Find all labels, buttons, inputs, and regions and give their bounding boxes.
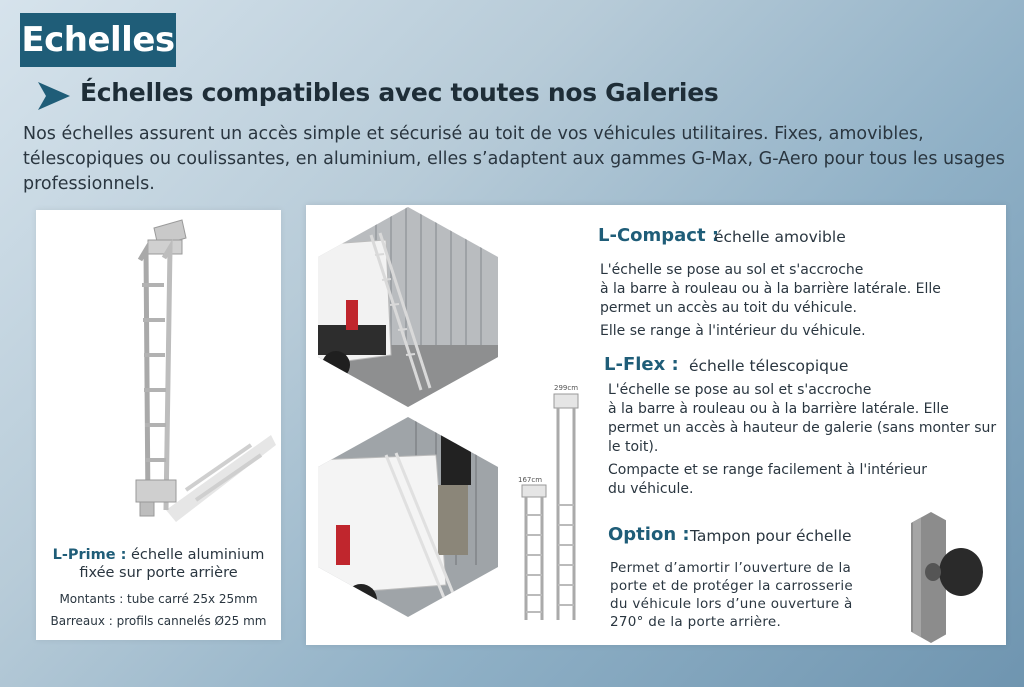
intro-line: télescopiques ou coulissantes, en aluminium, elles s’adaptent aux gammes G-Max, G-Aero pour tous les usages	[23, 149, 1005, 169]
ladders-card	[306, 205, 1006, 645]
lcompact-title: L-Compact :	[598, 225, 720, 246]
lprime-name: L-Prime :	[52, 547, 127, 563]
lprime-spec-barreaux: Barreaux : profils cannelés Ø25 mm	[50, 614, 267, 628]
option-title: Option :	[608, 524, 690, 545]
lprime-desc: échelle aluminium	[131, 547, 265, 563]
bumper-pad-photo	[871, 510, 991, 645]
page-badge: Echelles	[20, 13, 176, 67]
lflex-dim-small: 167cm	[518, 476, 543, 484]
lprime-title	[36, 545, 281, 565]
text-line: à la barre à rouleau ou à la barrière latérale. Elle	[608, 401, 949, 417]
intro-line: professionnels.	[23, 174, 155, 194]
text-line: Elle se range à l'intérieur du véhicule.	[600, 323, 866, 339]
text-line: L'échelle se pose au sol et s'accroche	[608, 382, 872, 398]
lcompact-description	[600, 261, 980, 341]
option-description	[610, 559, 870, 631]
lflex-subtitle: échelle télescopique	[689, 357, 849, 375]
text-line: 270° de la porte arrière.	[610, 614, 782, 630]
lprime-ladder-image	[36, 210, 281, 540]
lprime-card	[36, 210, 281, 640]
text-line: Compacte et se range facilement à l'intérieur	[608, 462, 927, 478]
option-subtitle: Tampon pour échelle	[690, 527, 852, 545]
lflex-description	[608, 381, 1003, 499]
text-line: porte et de protéger la carrosserie	[610, 578, 854, 594]
text-line: L'échelle se pose au sol et s'accroche	[600, 262, 864, 278]
lcompact-subtitle: échelle amovible	[714, 228, 846, 246]
lflex-ladder-drawing	[516, 380, 606, 630]
text-line: du véhicule lors d’une ouverture à	[610, 596, 853, 612]
lcompact-van-photo	[316, 205, 501, 410]
intro-text	[23, 122, 1023, 197]
text-line: permet un accès à hauteur de galerie (sans monter sur	[608, 420, 997, 436]
text-line: permet un accès au toit du véhicule.	[600, 300, 857, 316]
chevron-right-icon	[38, 82, 70, 110]
lflex-title: L-Flex :	[604, 354, 679, 375]
text-line: à la barre à rouleau ou à la barrière latérale. Elle	[600, 281, 941, 297]
lprime-spec-montants: Montants : tube carré 25x 25mm	[59, 592, 258, 606]
text-line: le toit).	[608, 439, 659, 455]
lflex-dim-top: 299cm	[554, 384, 579, 392]
text-line: Permet d’amortir l’ouverture de la	[610, 560, 852, 576]
intro-line: Nos échelles assurent un accès simple et sécurisé au toit de vos véhicules utilitaires. Fixes, amovibles,	[23, 124, 924, 144]
page-heading: Échelles compatibles avec toutes nos Galeries	[80, 78, 719, 107]
lprime-desc-line2: fixée sur porte arrière	[79, 565, 238, 581]
text-line: du véhicule.	[608, 481, 694, 497]
lflex-person-photo	[316, 415, 501, 620]
